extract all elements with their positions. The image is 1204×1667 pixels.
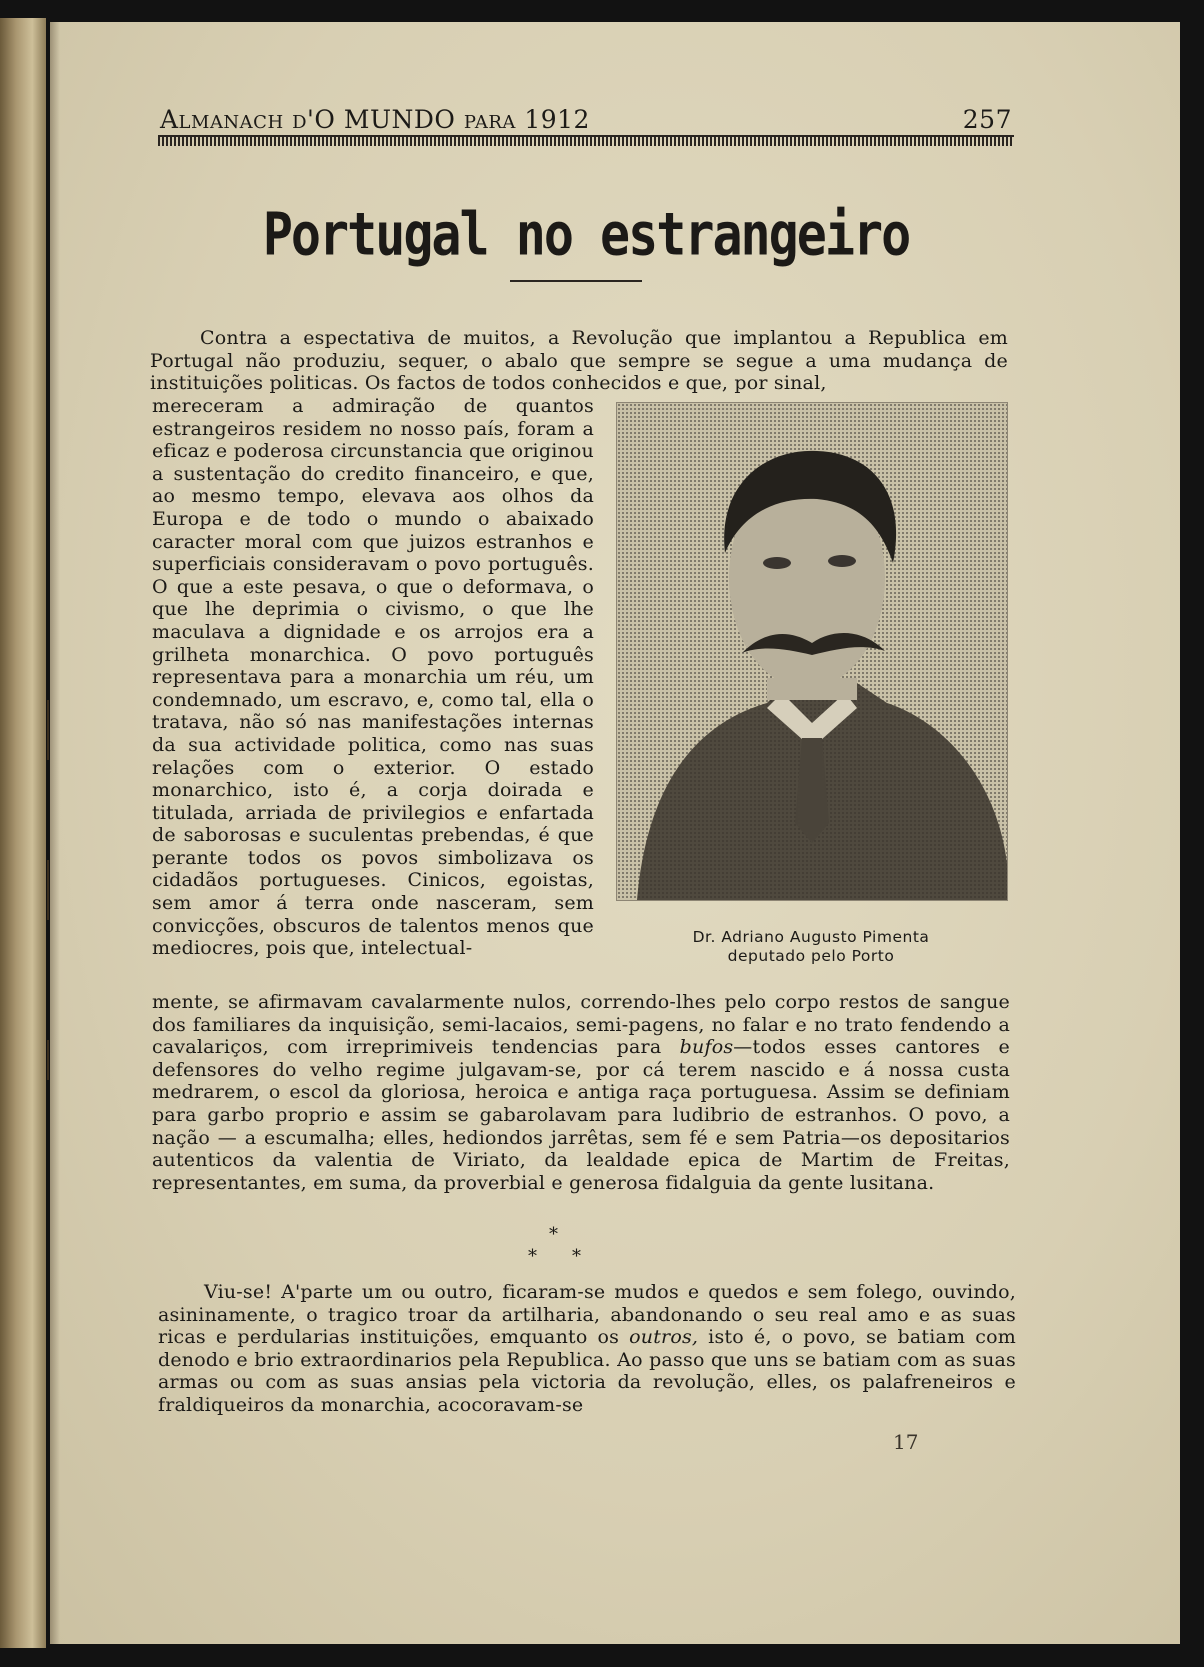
asterisk: * — [549, 1224, 558, 1245]
second-paragraph — [158, 1281, 1016, 1417]
article-title: Portugal no estrangeiro — [262, 200, 910, 269]
text-run: isto é, o povo, se batiam com denodo e brio extraordinarios pela Republica. Ao passo que uns se batiam com as suas armas ou com as suas ansias pela victoria da revolução, elles, os palafreneiros e fraldiqueiros da monarchia, acocoravam-se — [158, 1326, 1016, 1416]
lead-paragraph: Contra a espectativa de muitos, a Revolução que implantou a Republica em Portugal não produziu, sequer, o abalo que sempre se segue a uma mudança de instituições politicas. Os factos de todos conhecidos e que, por sinal, — [150, 327, 1008, 395]
column-paragraph: mereceram a admiração de quantos estrangeiros residem no nosso país, foram a eficaz e poderosa circunstancia que originou a sustentação do credito financeiro, e que, ao mesmo tempo, elevava aos olhos da Europa e de todo o mundo o abaixado caracter moral com que juizos estranhos e superficiais consideravam o povo português. O que a este pesava, o que o deformava, o que lhe deprimia o civismo, o que lhe maculava a dignidade e os arrojos era a grilheta monarchica. O povo português representava para a monarchia um réu, um condemnado, um escravo, e, como tal, ella o tratava, não só nas manifestações internas da sua actividade politica, como nas suas relações com o exterior. O estado monarchico, isto é, a corja doirada e titulada, arriada de privilegios e enfartada de saborosas e suculentas prebendas, é que perante todos os povos simbolizava os cidadãos portugueses. Cinicos, egoistas, sem amor á terra onde nasceram, sem convicções, obscuros de talentos menos que mediocres, pois que, intelectual- — [152, 395, 594, 960]
continued-paragraph — [152, 991, 1010, 1194]
signature-mark: 17 — [893, 1430, 919, 1454]
book-page — [50, 22, 1180, 1644]
text-run: —todos esses cantores e defensores do velho regime julgavam-se, por cá terem nascido e á nossa custa medrarem, o escol da gloriosa, heroica e antiga raça portuguesa. Assim se definiam para garbo proprio e assim se gabarolavam para ludibrio de estranhos. O povo, a nação — a escumalha; elles, hediondos jarrêtas, sem fé e sem Patria—os depositarios autenticos da valentia de Viriato, da lealdade epica de Martim de Freitas, representantes, em suma, da proverbial e generosa fidalguia da gente lusitana. — [152, 1036, 1010, 1194]
book-spine — [0, 18, 46, 1648]
portrait-caption — [616, 928, 1006, 966]
header-rule — [158, 135, 1014, 146]
portrait-photo — [616, 402, 1008, 901]
spine-mark — [47, 860, 49, 920]
page-number: 257 — [962, 105, 1012, 134]
text-run: Viu-se! A'parte um ou outro, ficaram-se mudos e quedos e sem folego, ouvindo, asininamente, o tragico troar da artilharia, abandonando o seu real amo e as suas ricas e perdularias instituições, emquanto os — [158, 1281, 1016, 1349]
text-run: mente, se afirmavam cavalarmente nulos, correndo-lhes pelo corpo restos de sangue dos familiares da inquisição, semi-lacaios, semi-pagens, no falar e no trato fendendo a cavalariços, com irreprimiveis tendencias para — [152, 991, 1010, 1059]
portrait-figure — [617, 403, 1007, 900]
title-rule — [510, 280, 642, 282]
spine-mark — [47, 700, 49, 760]
italic-run: outros, — [629, 1326, 699, 1349]
section-break — [510, 1224, 600, 1268]
asterisk: * — [572, 1246, 581, 1267]
italic-run: bufos — [679, 1036, 734, 1059]
asterisk: * — [528, 1246, 537, 1267]
spine-mark — [47, 1040, 49, 1080]
caption-name: Dr. Adriano Augusto Pimenta — [692, 928, 930, 946]
running-head-title: Almanach d'O MUNDO para 1912 — [160, 105, 590, 134]
running-head — [160, 98, 1012, 134]
caption-role: deputado pelo Porto — [727, 947, 895, 965]
